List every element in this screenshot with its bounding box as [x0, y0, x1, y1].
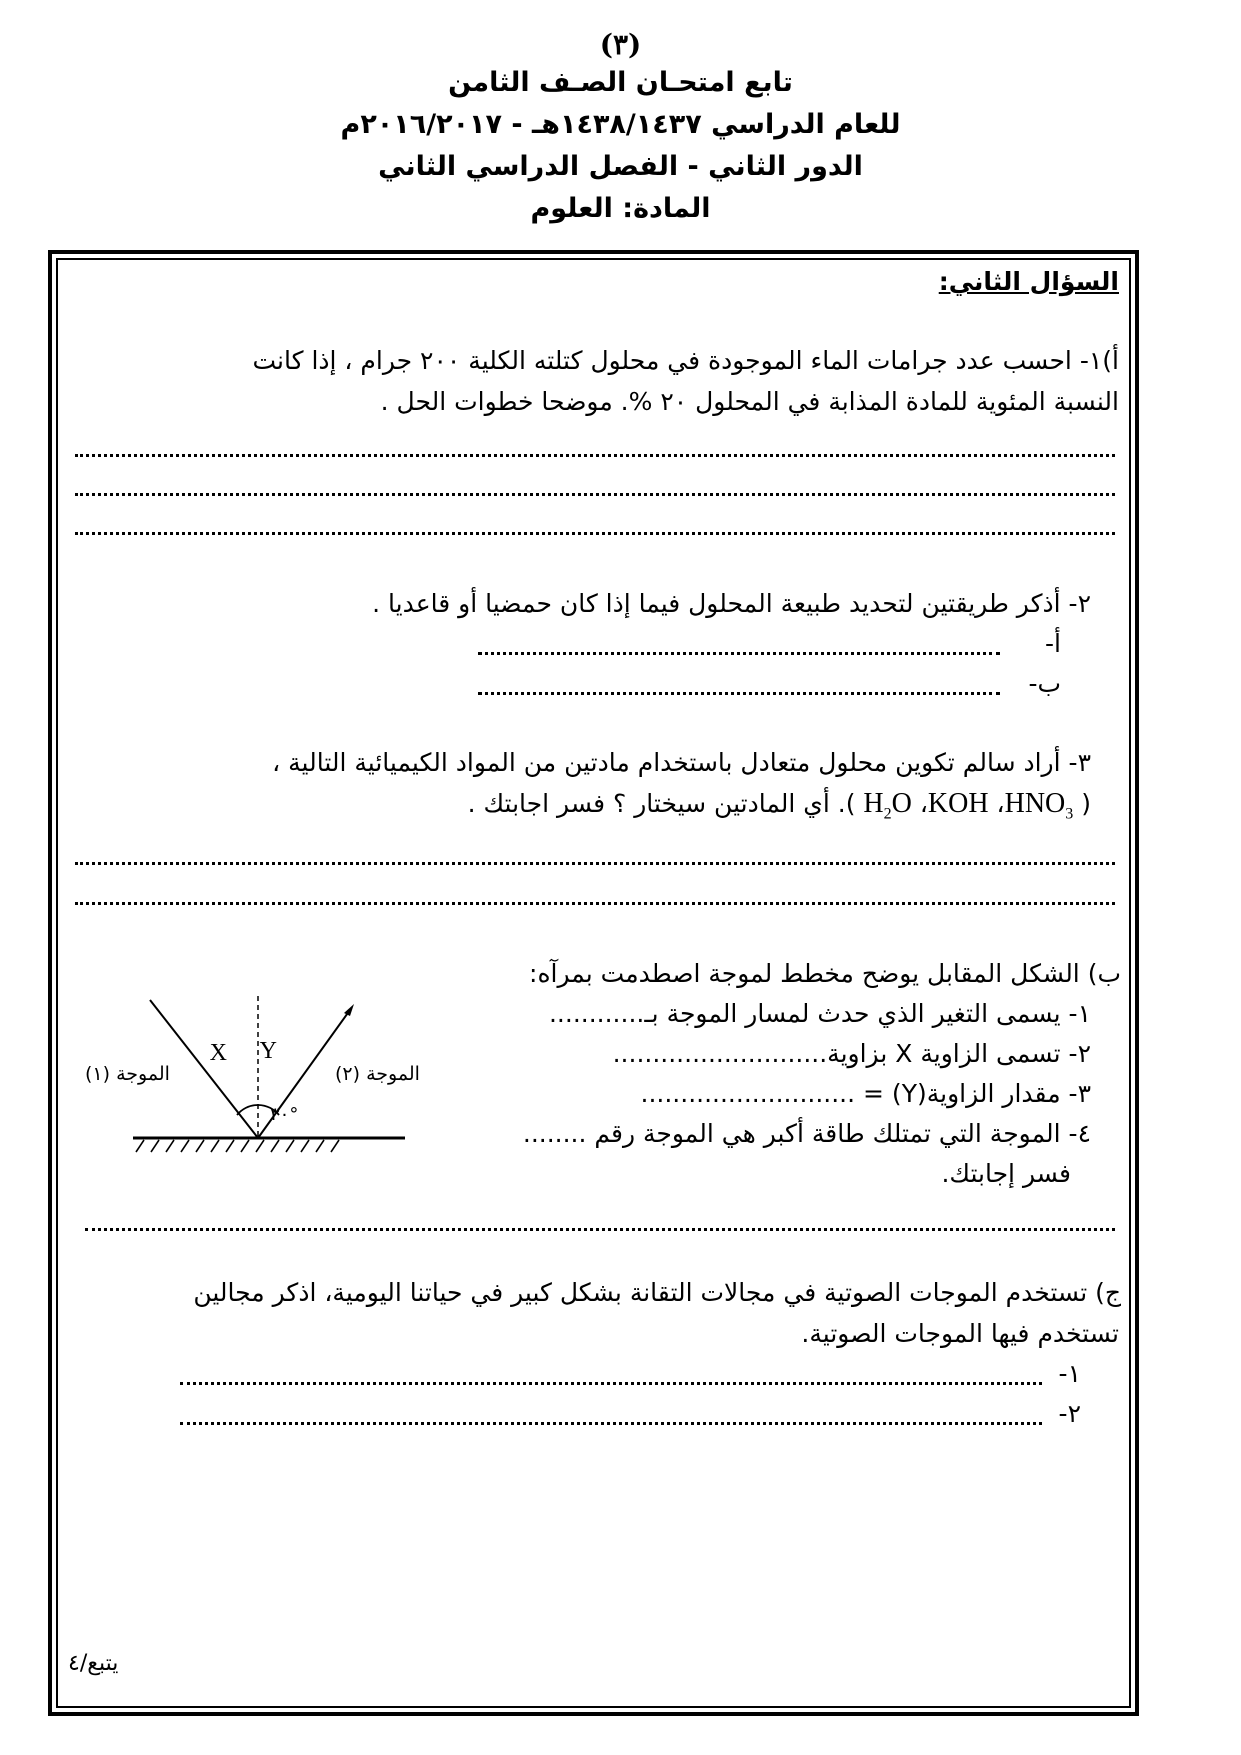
chem-h2o: $H_2O$ [863, 788, 912, 823]
q-b4-explain: فسر إجابتك. [941, 1159, 1071, 1188]
chem-hno3: $HNO_3$ [1004, 788, 1074, 823]
mirror-hatching [136, 1140, 339, 1152]
q-a3-tail: ). أي المادتين سيختار ؟ فسر اجابتك . [467, 789, 856, 818]
q-c-line2: تستخدم فيها الموجات الصوتية. [801, 1319, 1119, 1348]
q-a3-line2: ( $HNO_3،$ KOH، $H_2O$ ). أي المادتين سيختار ؟ فسر اجابتك . [467, 788, 1091, 823]
q-a2-line1: ٢- أذكر طريقتين لتحديد طبيعة المحلول فيما إذا كان حمضيا أو قاعديا . [372, 589, 1091, 618]
q-b1: ١- يسمى التغير الذي حدث لمسار الموجة بـ............ [548, 999, 1091, 1028]
answer-line[interactable] [180, 1422, 1042, 1425]
q-a2-option-a: أ- [1045, 629, 1061, 658]
q-b2: ٢- تسمى الزاوية X بزاوية........................... [612, 1039, 1091, 1068]
answer-line[interactable] [478, 692, 1000, 695]
q-a3-line1: ٣- أراد سالم تكوين محلول متعادل باستخدام مادتين من المواد الكيميائية التالية ، [272, 748, 1091, 777]
answer-line[interactable] [75, 493, 1115, 496]
q-b4: ٤- الموجة التي تمتلك طاقة أكبر هي الموجة رقم ........ [522, 1119, 1091, 1148]
chem-koh: KOH [927, 788, 989, 819]
answer-line[interactable] [85, 1228, 1115, 1231]
question-title: السؤال الثاني: [938, 267, 1119, 296]
wave-reflection-diagram [80, 980, 440, 1170]
answer-line[interactable] [75, 862, 1115, 865]
answer-line[interactable] [75, 454, 1115, 457]
angle-y-label: Y [259, 1038, 277, 1064]
angle-x-label: X [209, 1040, 227, 1066]
q-c-item1: ١- [1058, 1359, 1081, 1388]
q-a1-line1: أ)١- احسب عدد جرامات الماء الموجودة في محلول كتلته الكلية ٢٠٠ جرام ، إذا كانت [252, 346, 1119, 375]
angle-value-label: ٣٠° [270, 1104, 299, 1125]
q-b-intro: ب) الشكل المقابل يوضح مخطط لموجة اصطدمت بمرآه: [529, 959, 1121, 988]
wave1-label: الموجة (١) [85, 1063, 170, 1085]
page-number: (٣) [599, 28, 642, 61]
q-c-line1: ج) تستخدم الموجات الصوتية في مجالات التقانة بشكل كبير في حياتنا اليومية، اذكر مجالين [193, 1278, 1121, 1307]
arrow-head-icon [344, 1004, 354, 1016]
header-title: تابع امتحـان الصـف الثامن [448, 67, 793, 98]
header-term: الدور الثاني - الفصل الدراسي الثاني [378, 151, 863, 182]
header-subject: المادة: العلوم [530, 193, 711, 224]
wave2-label: الموجة (٢) [335, 1063, 420, 1085]
q-a1-line2: النسبة المئوية للمادة المذابة في المحلول ٢٠ %. موضحا خطوات الحل . [380, 387, 1119, 416]
footer-continue: يتبع/٤ [68, 1651, 119, 1676]
q-c-item2: ٢- [1058, 1399, 1081, 1428]
answer-line[interactable] [180, 1382, 1042, 1385]
exam-header [0, 28, 1241, 230]
header-year: للعام الدراسي ١٤٣٨/١٤٣٧هـ - ٢٠١٦/٢٠١٧م [340, 109, 901, 140]
answer-line[interactable] [478, 652, 1000, 655]
q-a2-option-b: ب- [1028, 669, 1061, 698]
answer-line[interactable] [75, 532, 1115, 535]
chem-paren-open: ( [1081, 789, 1091, 818]
q-b3: ٣- مقدار الزاوية(Y) = ........................... [640, 1079, 1091, 1108]
answer-line[interactable] [75, 902, 1115, 905]
